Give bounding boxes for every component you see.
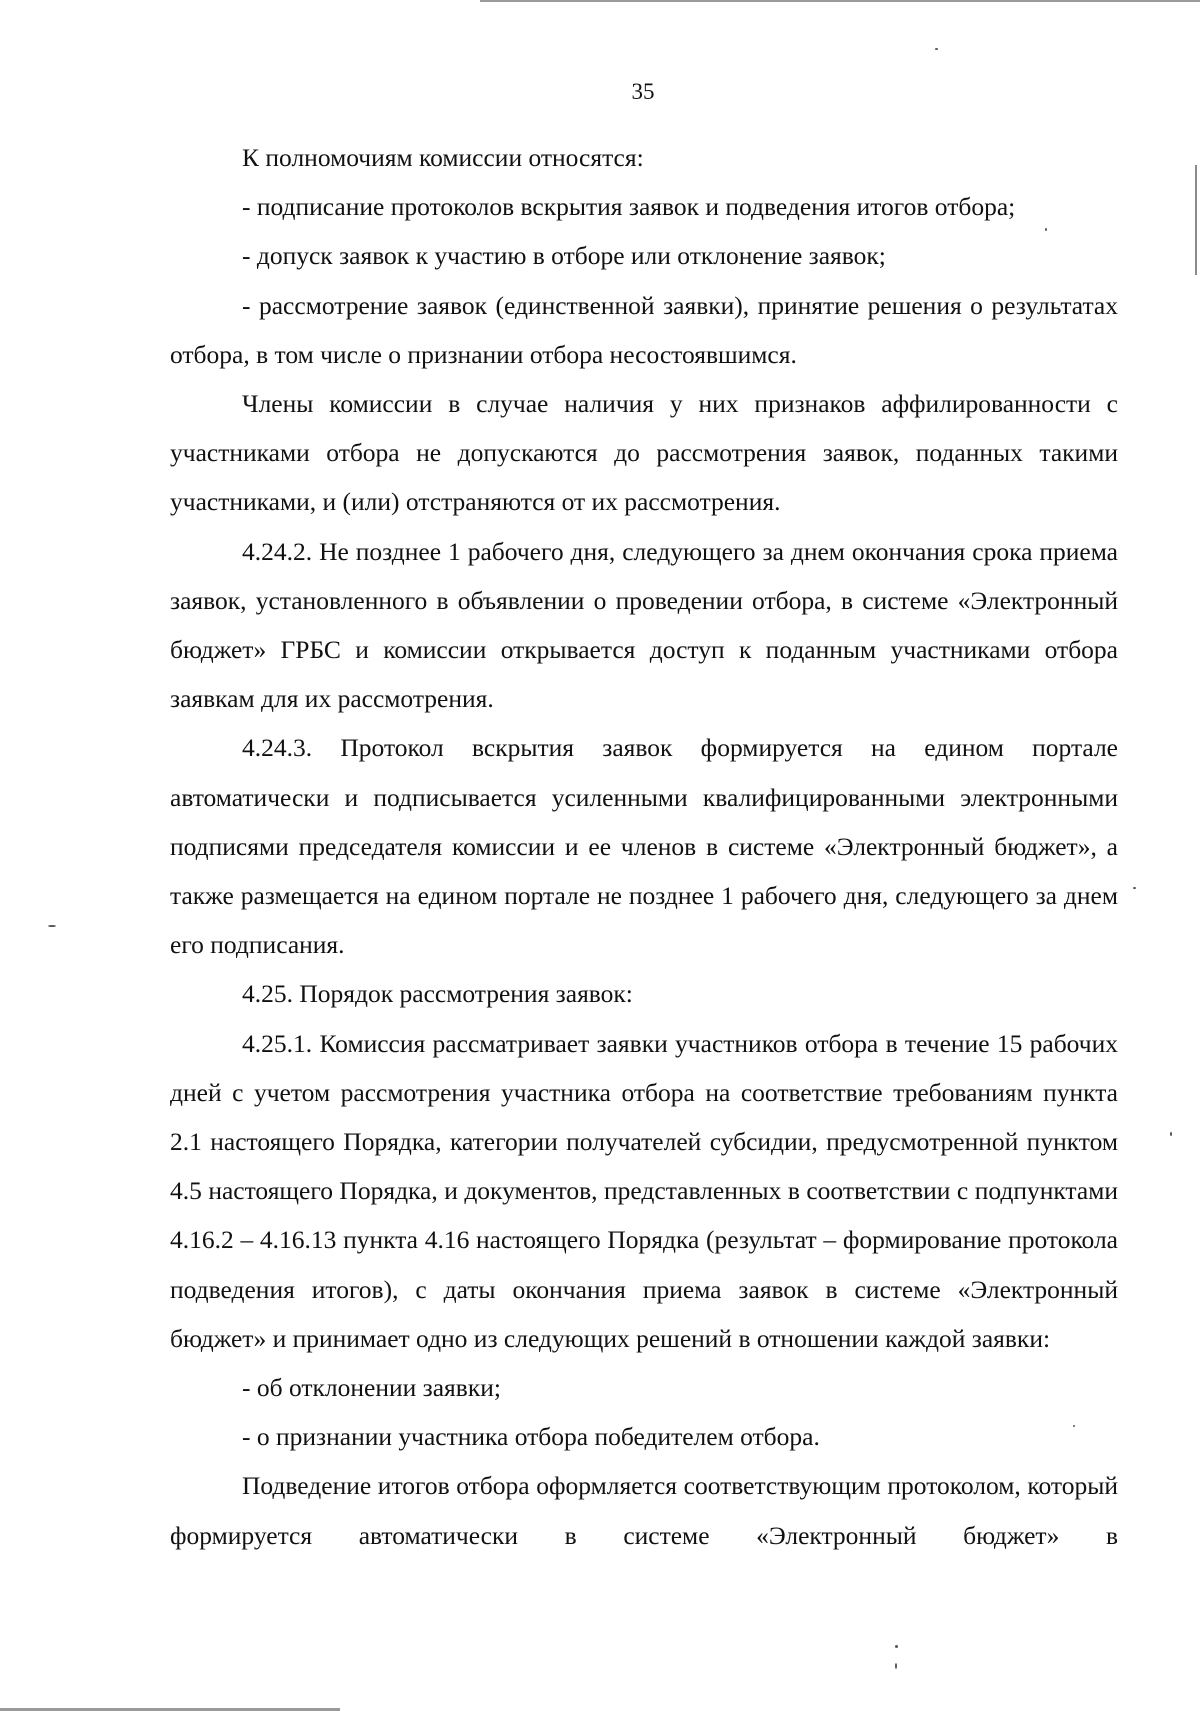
scan-speck bbox=[1133, 887, 1136, 889]
paragraph: 4.25.1. Комиссия рассматривает заявки участников отбора в течение 15 рабочих дней с учетом рассмотрения участника отбора на соответствие требованиям пункта 2.1 настоящего Порядка, категории получателей субсидии, предусмотренной пунктом 4.5 настоящего Порядка, и документов, представленных в соответствии с подпунктами 4.16.2 – 4.16.13 пункта 4.16 настоящего Порядка (результат – формирование протокола подведения итогов), с даты окончания приема заявок в системе «Электронный бюджет» и принимает одно из следующих решений в отношении каждой заявки: bbox=[170, 1028, 1118, 1353]
paragraph: - о признании участника отбора победителем отбора. bbox=[242, 1422, 820, 1452]
paragraph: 4.24.3. Протокол вскрытия заявок формируется на едином портале автоматически и подписывается усиленными квалифицированными электронными подписями председателя комиссии и ее членов в системе «Электронный бюджет», а также размещается на едином портале не позднее 1 рабочего дня, следующего за днем его подписания. bbox=[170, 733, 1118, 960]
paragraph: 4.24.2. Не позднее 1 рабочего дня, следующего за днем окончания срока приема заявок, установленного в объявлении о проведении отбора, в системе «Электронный бюджет» ГРБС и комиссии открывается доступ к поданным участниками отбора заявкам для их рассмотрения. bbox=[170, 536, 1118, 714]
scan-edge-line bbox=[1195, 165, 1197, 275]
paragraph: Члены комиссии в случае наличия у них признаков аффилированности с участниками отбора не допускаются до рассмотрения заявок, поданных такими участниками, и (или) отстраняются от их рассмотрения. bbox=[170, 389, 1118, 517]
paragraph: 4.25. Порядок рассмотрения заявок: bbox=[242, 979, 633, 1009]
scan-speck bbox=[48, 925, 56, 927]
paragraph: - рассмотрение заявок (единственной заявки), принятие решения о результатах отбора, в том числе о признании отбора несостоявшимся. bbox=[170, 290, 1118, 369]
paragraph: - подписание протоколов вскрытия заявок и подведения итогов отбора; bbox=[242, 192, 1016, 222]
paragraph: - допуск заявок к участию в отборе или отклонение заявок; bbox=[242, 241, 886, 271]
scan-speck bbox=[1045, 228, 1047, 231]
document-body bbox=[170, 133, 1118, 1560]
scan-speck bbox=[1073, 1425, 1075, 1427]
scan-speck bbox=[1170, 1132, 1172, 1136]
paragraph: Подведение итогов отбора оформляется соответствующим протоколом, который формируется автоматически в системе «Электронный бюджет» в bbox=[170, 1471, 1118, 1550]
paragraph: - об отклонении заявки; bbox=[242, 1373, 501, 1403]
paragraph: К полномочиям комиссии относятся: bbox=[242, 143, 644, 172]
page-number: 35 bbox=[631, 79, 655, 104]
scan-speck bbox=[935, 48, 938, 50]
scan-speck bbox=[895, 1645, 898, 1648]
scan-speck bbox=[895, 1663, 897, 1669]
scan-edge-line bbox=[480, 0, 1200, 2]
